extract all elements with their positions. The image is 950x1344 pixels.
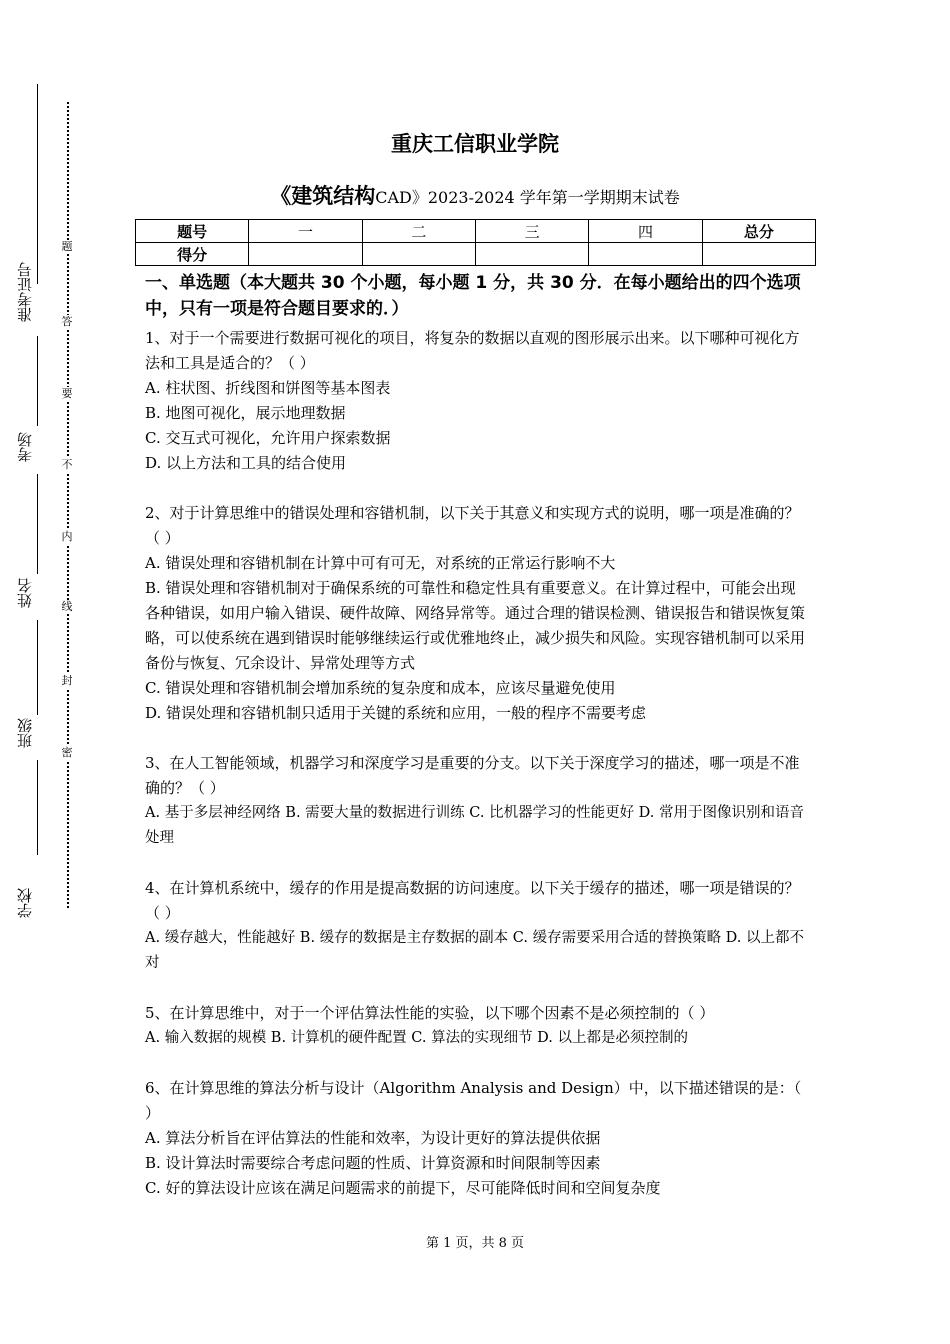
question-option: B. 地图可视化，展示地理数据: [145, 404, 346, 422]
question-5: [145, 1001, 810, 1051]
score-blank-cell: [362, 243, 475, 266]
binding-rule-5: [37, 760, 38, 855]
seal-char: 要: [61, 387, 73, 400]
question-option: D. 错误处理和容错机制只适用于关键的系统和应用，一般的程序不需要考虑: [145, 704, 647, 722]
question-options-line: A. 输入数据的规模 B. 计算机的硬件配置 C. 算法的实现细节 D. 以上都是必须控制的: [145, 1030, 689, 1046]
exam-term: CAD》2023-2024 学年第一学期期末试卷: [375, 188, 680, 207]
question-options-line: A. 基于多层神经网络 B. 需要大量的数据进行训练 C. 比机器学习的性能更好 D. 常用于图像识别和语音处理: [145, 805, 805, 846]
seal-dotted-line: [67, 102, 69, 908]
question-option: A. 算法分析旨在评估算法的性能和效率，为设计更好的算法提供依据: [145, 1129, 601, 1147]
question-stem: 4、在计算机系统中，缓存的作用是提高数据的访问速度。以下关于缓存的描述，哪一项是错误的？（ ）: [145, 879, 800, 922]
question-stem: 2、对于计算思维中的错误处理和容错机制，以下关于其意义和实现方式的说明，哪一项是准确的？（ ）: [145, 504, 800, 547]
seal-char: 密: [61, 746, 73, 759]
score-header-cell: 三: [475, 220, 588, 243]
score-blank-cell: [475, 243, 588, 266]
page-footer: 第 1 页，共 8 页: [425, 1236, 525, 1251]
question-3: [145, 751, 810, 851]
score-header-cell: 四: [589, 220, 702, 243]
score-table: [135, 219, 816, 266]
seal-char: 内: [61, 530, 73, 543]
seal-char: 答: [61, 315, 73, 328]
score-header-cell: 二: [362, 220, 475, 243]
question-stem: 3、在人工智能领域，机器学习和深度学习是重要的分支。以下关于深度学习的描述，哪一项是不准确的？（ ）: [145, 754, 800, 797]
margin-label-class: 班级: [16, 718, 34, 748]
seal-char: 题: [61, 240, 73, 253]
score-table-header-row: [136, 220, 816, 243]
exam-content: [145, 270, 810, 1226]
seal-char: 不: [61, 458, 73, 471]
question-option: C. 错误处理和容错机制会增加系统的复杂度和成本，应该尽量避免使用: [145, 679, 616, 697]
exam-title: [0, 180, 950, 210]
question-stem: 6、在计算思维的算法分析与设计（Algorithm Analysis and Design）中，以下描述错误的是：（ ）: [145, 1079, 802, 1122]
seal-char: 线: [61, 600, 73, 613]
school-title: 重庆工信职业学院: [391, 132, 559, 156]
question-option: C. 交互式可视化，允许用户探索数据: [145, 429, 391, 447]
question-option: A. 柱状图、折线图和饼图等基本图表: [145, 379, 391, 397]
binding-rule-4: [37, 620, 38, 715]
question-6: [145, 1076, 810, 1201]
section-title: 一、单选题（本大题共 30 个小题，每小题 1 分，共 30 分．在每小题给出的四个选项中，只有一项是符合题目要求的．）: [145, 273, 801, 319]
score-header-cell: 总分: [702, 220, 815, 243]
margin-label-exam-number: 准考证号: [16, 262, 34, 322]
question-1: [145, 326, 810, 476]
course-name: 《建筑结构: [270, 184, 376, 208]
score-header-cell: 题号: [136, 220, 249, 243]
question-option: B. 设计算法时需要综合考虑问题的性质、计算资源和时间限制等因素: [145, 1154, 601, 1172]
question-option: B. 错误处理和容错机制对于确保系统的可靠性和稳定性具有重要意义。在计算过程中，可能会出现各种错误，如用户输入错误、硬件故障、网络异常等。通过合理的错误检测、错误报告和错误恢复策略，可以使系统在遇到错误时能够继续运行或优雅地终止，减少损失和风险。实现容错机制可以采用备份与恢复、冗余设计、异常处理等方式: [145, 579, 806, 672]
binding-rule-3: [37, 474, 38, 574]
question-stem: 1、对于一个需要进行数据可视化的项目，将复杂的数据以直观的图形展示出来。以下哪种可视化方法和工具是适合的？（ ）: [145, 329, 800, 372]
question-option: A. 错误处理和容错机制在计算中可有可无，对系统的正常运行影响不大: [145, 554, 616, 572]
margin-label-name: 姓名: [16, 578, 34, 608]
question-option: C. 好的算法设计应该在满足问题需求的前提下，尽可能降低时间和空间复杂度: [145, 1179, 661, 1197]
score-blank-cell: [702, 243, 815, 266]
margin-label-school: 学校: [16, 888, 34, 918]
question-stem: 5、在计算思维中，对于一个评估算法性能的实验，以下哪个因素不是必须控制的（ ）: [145, 1004, 715, 1022]
score-row-label: 得分: [136, 243, 249, 266]
binding-rule-2: [37, 336, 38, 426]
score-blank-cell: [589, 243, 702, 266]
seal-char: 封: [61, 674, 73, 687]
score-blank-cell: [249, 243, 362, 266]
question-2: [145, 501, 810, 726]
score-header-cell: 一: [249, 220, 362, 243]
score-table-score-row: [136, 243, 816, 266]
question-4: [145, 876, 810, 976]
margin-label-exam-room: 考场: [16, 432, 34, 462]
question-option: D. 以上方法和工具的结合使用: [145, 454, 347, 472]
question-options-line: A. 缓存越大，性能越好 B. 缓存的数据是主存数据的副本 C. 缓存需要采用合适的替换策略 D. 以上都不对: [145, 930, 805, 971]
